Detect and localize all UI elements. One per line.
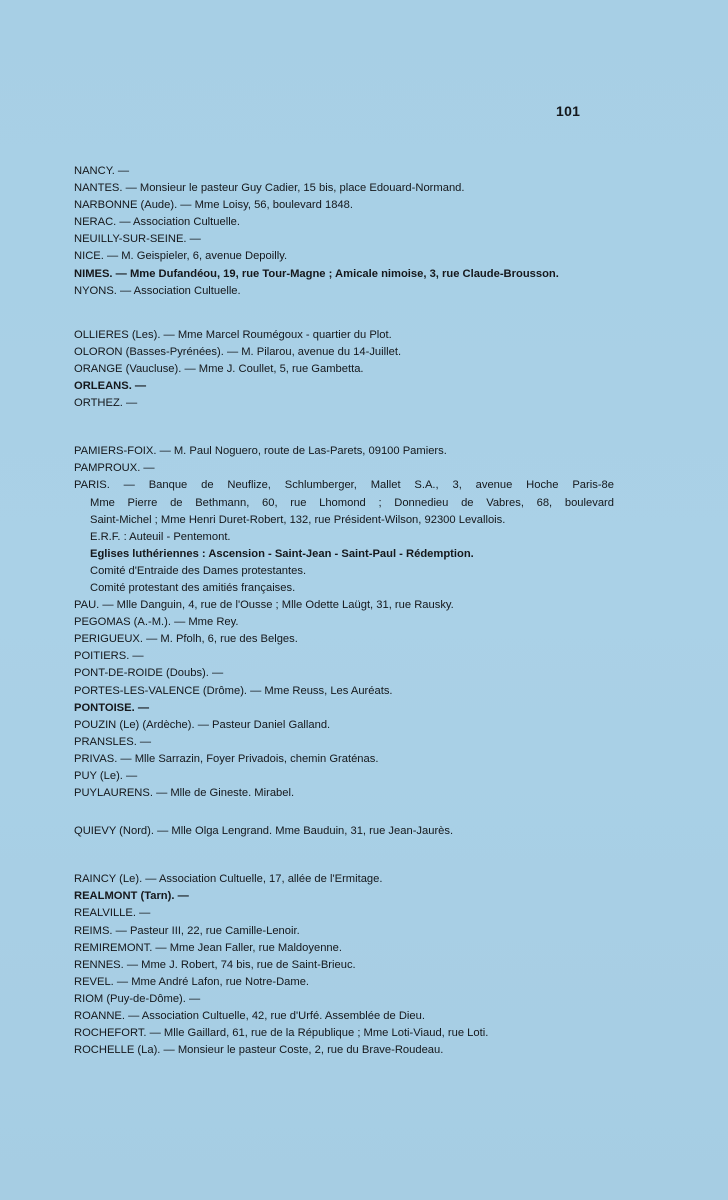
entry-group (74, 327, 614, 412)
directory-entry: NYONS. — Association Cultuelle. (74, 284, 241, 297)
directory-entry: REALMONT (Tarn). — (74, 890, 189, 903)
directory-entry: REVEL. — Mme André Lafon, rue Notre-Dame. (74, 975, 310, 988)
page-number: 101 (556, 103, 581, 119)
group-spacer (74, 300, 614, 327)
directory-entry: REALVILLE. — (74, 907, 151, 920)
directory-entry: RAINCY (Le). — Association Cultuelle, 17, allée de l'Ermitage. (74, 873, 383, 886)
directory-entry: ROCHELLE (La). — Monsieur le pasteur Coste, 2, rue du Brave-Roudeau. (74, 1044, 444, 1057)
group-spacer (74, 802, 614, 823)
directory-entry: NERAC. — Association Cultuelle. (74, 216, 241, 229)
directory-entry: NANCY. — (74, 165, 130, 177)
directory-entry: RIOM (Puy-de-Dôme). — (74, 992, 201, 1005)
directory-listing (74, 163, 614, 1059)
directory-entry: NIMES. — Mme Dufandéou, 19, rue Tour-Magne ; Amicale nimoise, 3, rue Claude-Brousson. (74, 267, 559, 280)
directory-sub-entry: E.R.F. : Auteuil - Pentemont. (90, 530, 231, 543)
directory-entry: ORTHEZ. — (74, 397, 138, 410)
directory-entry: PARIS. — Banque de Neuflize, Schlumberger, Mallet S.A., 3, avenue Hoche Paris-8e (74, 479, 614, 492)
directory-entry: PORTES-LES-VALENCE (Drôme). — Mme Reuss, Les Auréats. (74, 684, 393, 697)
directory-entry: ORLEANS. — (74, 380, 147, 393)
directory-entry: PEGOMAS (A.-M.). — Mme Rey. (74, 616, 239, 629)
entry-group (74, 443, 614, 802)
directory-entry: OLORON (Basses-Pyrénées). — M. Pilarou, avenue du 14-Juillet. (74, 345, 402, 358)
directory-entry: ORANGE (Vaucluse). — Mme J. Coullet, 5, rue Gambetta. (74, 362, 364, 375)
directory-entry: ROANNE. — Association Cultuelle, 42, rue d'Urfé. Assemblée de Dieu. (74, 1010, 425, 1023)
directory-entry: PUYLAURENS. — Mlle de Gineste. Mirabel. (74, 787, 295, 800)
directory-entry: ROCHEFORT. — Mlle Gaillard, 61, rue de la République ; Mme Loti-Viaud, rue Loti. (74, 1027, 489, 1040)
directory-entry: PONT-DE-ROIDE (Doubs). — (74, 667, 224, 680)
directory-entry: POUZIN (Le) (Ardèche). — Pasteur Daniel Galland. (74, 718, 331, 731)
directory-entry: PAMPROUX. — (74, 462, 155, 475)
directory-entry: REIMS. — Pasteur III, 22, rue Camille-Lenoir. (74, 924, 300, 937)
directory-entry: REMIREMONT. — Mme Jean Faller, rue Maldoyenne. (74, 941, 342, 954)
directory-sub-entry: Comité d'Entraide des Dames protestantes. (90, 564, 307, 577)
directory-entry: PERIGUEUX. — M. Pfolh, 6, rue des Belges. (74, 633, 298, 646)
directory-entry: POITIERS. — (74, 650, 144, 663)
entry-group (74, 163, 614, 300)
directory-entry: NICE. — M. Geispieler, 6, avenue Depoilly. (74, 250, 288, 263)
group-spacer (74, 412, 614, 443)
directory-entry: PONTOISE. — (74, 701, 150, 714)
directory-entry: NEUILLY-SUR-SEINE. — (74, 233, 201, 246)
directory-sub-entry: Saint-Michel ; Mme Henri Duret-Robert, 132, rue Président-Wilson, 92300 Levallois. (90, 513, 506, 526)
directory-entry: PRANSLES. — (74, 735, 152, 748)
directory-entry: PUY (Le). — (74, 770, 138, 782)
directory-entry: NARBONNE (Aude). — Mme Loisy, 56, boulevard 1848. (74, 199, 353, 212)
directory-entry: QUIEVY (Nord). — Mlle Olga Lengrand. Mme Bauduin, 31, rue Jean-Jaurès. (74, 825, 454, 838)
directory-entry: RENNES. — Mme J. Robert, 74 bis, rue de Saint-Brieuc. (74, 958, 356, 971)
directory-sub-entry: Eglises luthériennes : Ascension - Saint-Jean - Saint-Paul - Rédemption. (90, 547, 474, 560)
directory-entry: NANTES. — Monsieur le pasteur Guy Cadier, 15 bis, place Edouard-Normand. (74, 182, 465, 195)
group-spacer (74, 840, 614, 871)
entry-group (74, 823, 614, 840)
directory-entry: PRIVAS. — Mlle Sarrazin, Foyer Privadois, chemin Graténas. (74, 752, 379, 765)
directory-entry: PAMIERS-FOIX. — M. Paul Noguero, route de Las-Parets, 09100 Pamiers. (74, 445, 447, 458)
entry-group (74, 871, 614, 1059)
directory-entry: PAU. — Mlle Danguin, 4, rue de l'Ousse ; Mlle Odette Laügt, 31, rue Rausky. (74, 599, 454, 612)
directory-sub-entry: Comité protestant des amitiés françaises. (90, 581, 296, 594)
directory-entry: OLLIERES (Les). — Mme Marcel Roumégoux - quartier du Plot. (74, 328, 392, 341)
directory-sub-entry: Mme Pierre de Bethmann, 60, rue Lhomond ; Donnedieu de Vabres, 68, boulevard (90, 496, 614, 509)
